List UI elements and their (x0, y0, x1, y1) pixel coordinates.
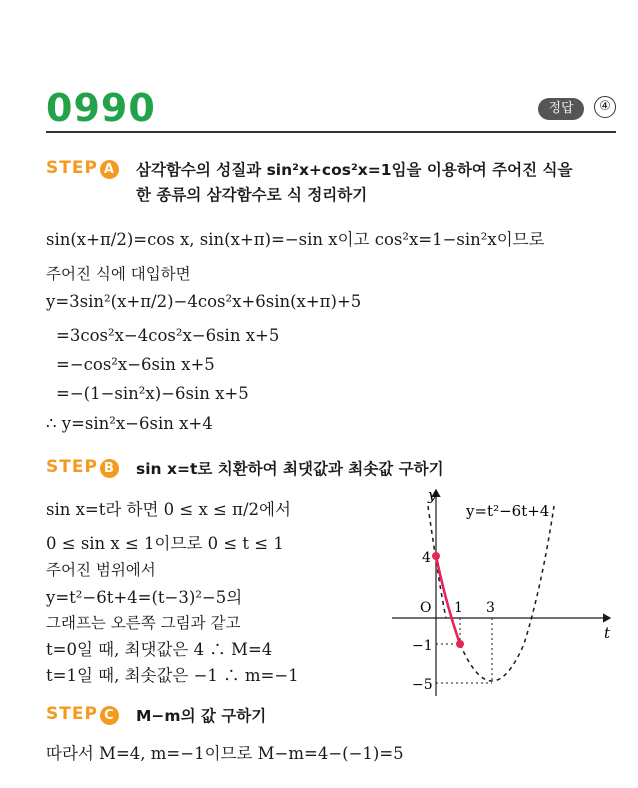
step-a-line-2: 주어진 식에 대입하면 (46, 265, 191, 283)
step-a-letter: A (100, 160, 119, 179)
step-b-line-1: sin x=t라 하면 0 ≤ x ≤ π/2에서 (46, 500, 291, 519)
answer-badge: 정답 (538, 98, 584, 120)
tick-y-minus5: −5 (412, 677, 433, 693)
step-b-line-4: y=t²−6t+4=(t−3)²−5의 (46, 588, 243, 607)
step-b-line-3: 주어진 범위에서 (46, 561, 156, 579)
step-b-line-5: 그래프는 오른쪽 그림과 같고 (46, 614, 241, 632)
tick-x-3: 3 (486, 600, 495, 616)
answer-value: ④ (594, 96, 616, 118)
step-a-line-5: =−cos²x−6sin x+5 (56, 355, 215, 374)
step-b-line-7: t=1일 때, 최솟값은 −1 ∴ m=−1 (46, 666, 299, 685)
origin-label: O (420, 600, 432, 616)
min-point (456, 640, 464, 648)
step-a-label: STEP (46, 158, 98, 178)
y-axis-label: y (428, 486, 437, 504)
max-point (432, 552, 440, 560)
parabola-graph (392, 486, 622, 702)
step-a-line-6: =−(1−sin²x)−6sin x+5 (56, 384, 249, 403)
tick-y-minus1: −1 (412, 638, 433, 654)
step-a-line-3: y=3sin²(x+π/2)−4cos²x+6sin(x+π)+5 (46, 292, 362, 311)
step-c-line: 따라서 M=4, m=−1이므로 M−m=4−(−1)=5 (46, 744, 404, 763)
step-a-line-7: ∴ y=sin²x−6sin x+4 (46, 414, 213, 433)
t-axis-label: t (604, 624, 611, 642)
step-a-title-line1: 삼각함수의 성질과 sin²x+cos²x=1임을 이용하여 주어진 식을 (136, 161, 573, 179)
step-a-title-line2: 한 종류의 삼각함수로 식 정리하기 (136, 186, 368, 204)
step-c-letter: C (100, 706, 119, 725)
parabola-right-dashed (460, 506, 554, 681)
step-b-label: STEP (46, 457, 98, 477)
step-b-letter: B (100, 459, 119, 478)
curve-label: y=t²−6t+4 (466, 502, 550, 520)
tick-x-1: 1 (454, 600, 463, 616)
header-divider (46, 131, 616, 133)
step-a-line-1: sin(x+π/2)=cos x, sin(x+π)=−sin x이고 cos²x=1−sin²x이므로 (46, 230, 545, 249)
step-b-line-6: t=0일 때, 최댓값은 4 ∴ M=4 (46, 640, 273, 659)
tick-y-4: 4 (422, 550, 431, 566)
step-b-line-2: 0 ≤ sin x ≤ 1이므로 0 ≤ t ≤ 1 (46, 534, 284, 553)
step-c-label: STEP (46, 704, 98, 724)
problem-number: 0990 (46, 86, 156, 130)
step-a-line-4: =3cos²x−4cos²x−6sin x+5 (56, 326, 280, 345)
step-c-marker (46, 704, 119, 725)
step-b-title: sin x=t로 치환하여 최댓값과 최솟값 구하기 (136, 460, 444, 478)
step-b-marker (46, 457, 119, 478)
step-a-marker (46, 158, 119, 179)
step-c-title: M−m의 값 구하기 (136, 707, 267, 725)
